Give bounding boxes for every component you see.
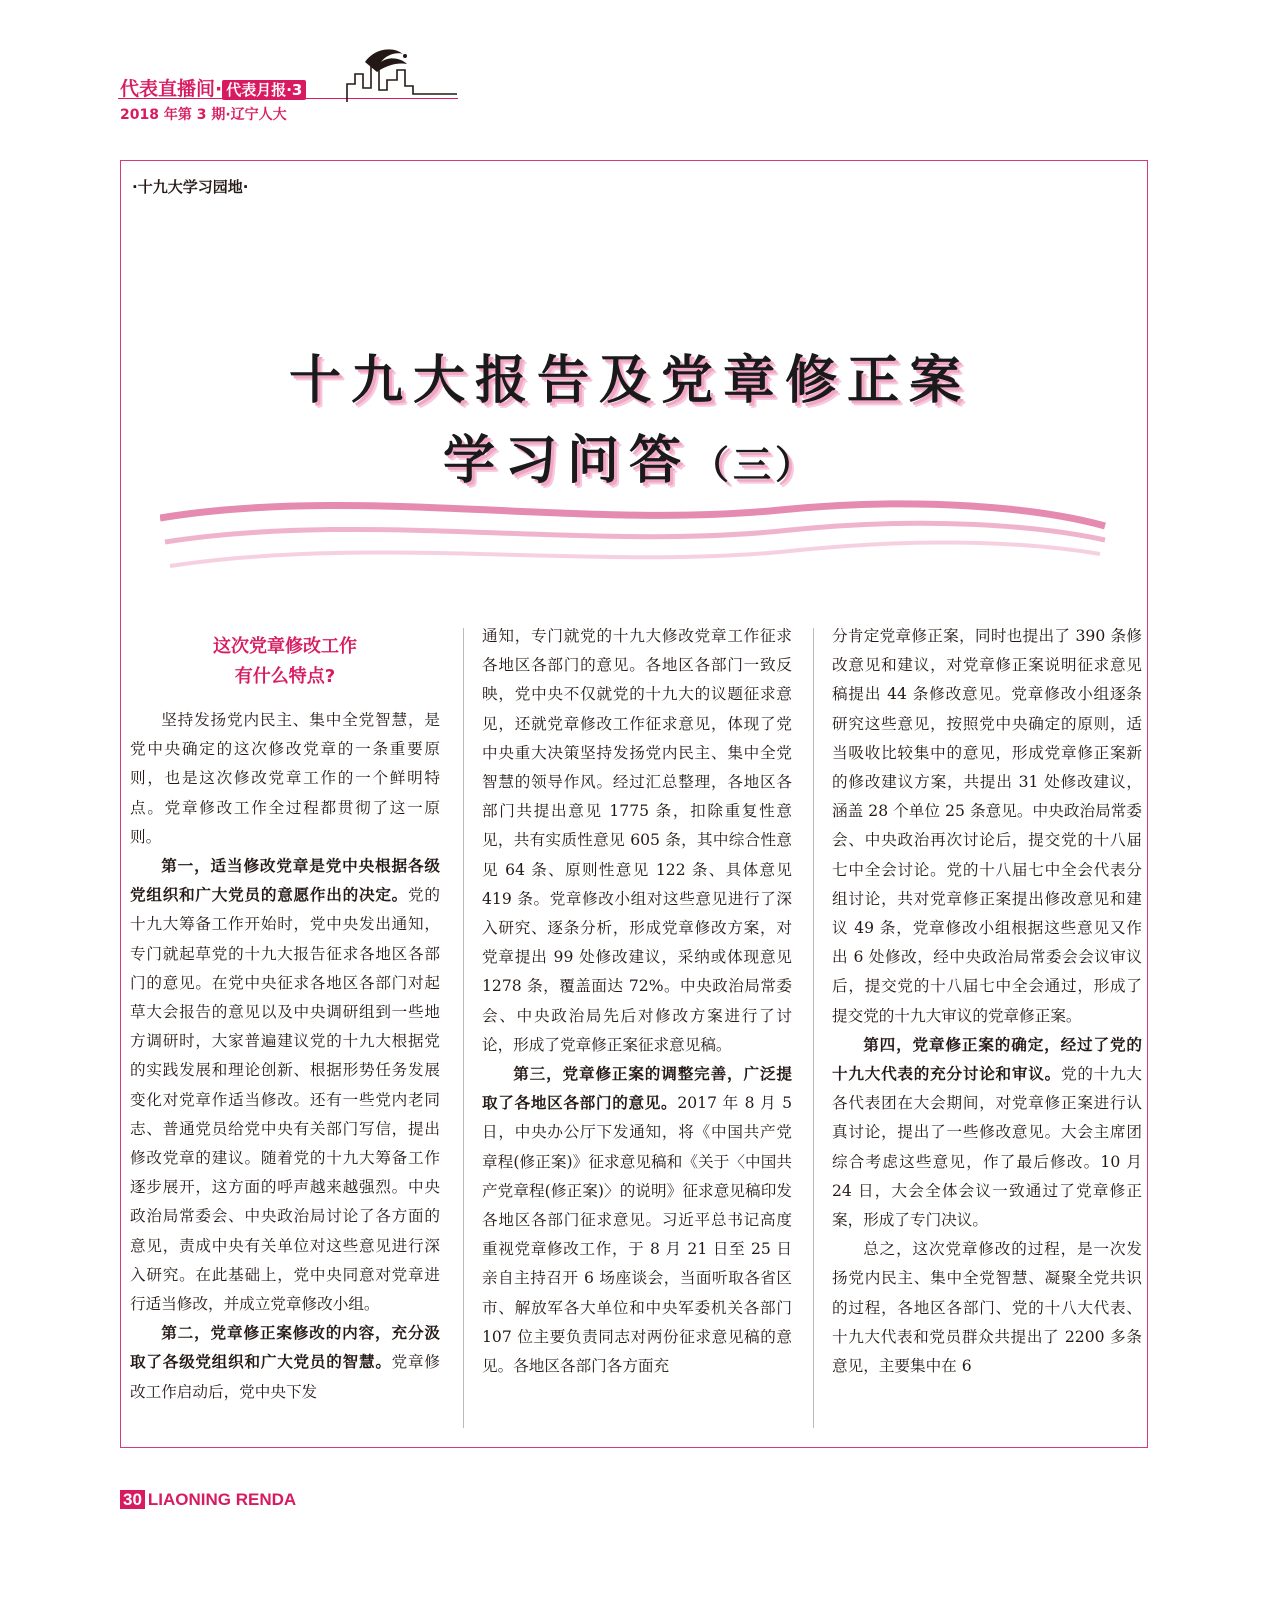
paragraph: 分肯定党章修正案，同时也提出了 390 条修改意见和建议，对党章修正案说明征求意见稿提出 44 条修改意见。党章修改小组逐条研究这些意见，按照党中央确定的原则，适当吸收比较集中的意见，形成党章修正案新的修改建议方案，共提出 31 处修改建议，涵盖 28 个单位 25 条意见。中央政治局常委会、中央政治再次讨论后，提交党的十八届七中全会讨论。党的十八届七中全会代表分组讨论，共对党章修正案提出修改意见和建议 49 条，党章修改小组根据这些意见又作出 6 处修改，经中央政治局常委会会议审议后，提交党的十八届七中全会通过，形成了提交党的十九大审议的党章修正案。 <box>832 627 1142 1025</box>
point-heading: 第一，适当修改党章是党中央根据各级党组织和广大党员的意愿作出的决定。 <box>130 857 440 905</box>
page-footer <box>120 1490 296 1510</box>
skyline-bird-logo <box>345 44 460 106</box>
column-tag: ·十九大学习园地· <box>132 178 249 196</box>
text-column-1 <box>130 622 440 1407</box>
paragraph: 第四，党章修正案的确定，经过了党的十九大代表的充分讨论和审议。党的十九大各代表团在大会期间，对党章修正案进行认真讨论，提出了一些修改意见。大会主席团综合考虑这些意见，作了最后修改。10 月 24 日，大会全体会议一致通过了党章修正案，形成了专门决议。 <box>832 1035 1142 1230</box>
point-heading: 第二，党章修正案修改的内容，充分汲取了各级党组织和广大党员的智慧。 <box>130 1324 440 1372</box>
paragraph: 第三，党章修正案的调整完善，广泛提取了各地区各部门的意见。2017 年 8 月 5 日，中央办公厅下发通知，将《中国共产党章程(修正案)》征求意见稿和《关于〈中国共产党章程(修正案)〉的说明》征求意见稿印发各地区各部门征求意见。习近平总书记高度重视党章修改工作，于 8 月 21 日至 25 日亲自主持召开 6 场座谈会，当面听取各省区市、解放军各大单位和中央军委机关各部门 107 位主要负责同志对两份征求意见稿的意见。各地区各部门各方面充 <box>482 1065 792 1376</box>
text-column-3 <box>832 622 1142 1381</box>
decorative-waves <box>160 490 1110 580</box>
article-title-main: 学习问答 <box>442 430 691 491</box>
header-badge: 代表月报·3 <box>222 80 306 100</box>
question-heading <box>130 632 440 692</box>
column-separator <box>463 628 464 1428</box>
header-section: 代表直播间· 代表月报·3 <box>120 74 306 101</box>
footer-brand: LIAONING RENDA <box>147 1490 297 1509</box>
article-title-line2 <box>150 418 1110 493</box>
text-column-2 <box>482 622 792 1381</box>
article-title-line1: 十九大报告及党章修正案 <box>288 350 971 411</box>
point-heading: 第三，党章修正案的调整完善，广泛提取了各地区各部门的意见。 <box>482 1065 792 1113</box>
question-line2: 有什么特点? <box>234 666 336 687</box>
header-section-title: 代表直播间 <box>120 78 216 100</box>
page-number: 30 <box>120 1490 145 1509</box>
paragraph: 总之，这次党章修改的过程，是一次发扬党内民主、集中全党智慧、凝聚全党共识的过程，各地区各部门、党的十八大代表、十九大代表和党员群众共提出了 2200 多条意见，主要集中在 6 <box>832 1240 1142 1376</box>
paragraph: 通知，专门就党的十九大修改党章工作征求各地区各部门的意见。各地区各部门一致反映，党中央不仅就党的十九大的议题征求意见，还就党章修改工作征求意见，体现了党中央重大决策坚持发扬党内民主、集中全党智慧的领导作风。经过汇总整理，各地区各部门共提出意见 1775 条，扣除重复性意见，共有实质性意见 605 条，其中综合性意见 64 条、原则性意见 122 条、具体意见 419 条。党章修改小组对这些意见进行了深入研究、逐条分析，形成党章修改方案，对党章提出 99 处修改建议，采纳或体现意见 1278 条，覆盖面达 72%。中央政治局常委会、中央政治局先后对修改方案进行了讨论，形成了党章修正案征求意见稿。 <box>482 627 792 1054</box>
paragraph: 第二，党章修正案修改的内容，充分汲取了各级党组织和广大党员的智慧。党章修改工作启动后，党中央下发 <box>130 1324 440 1401</box>
paragraph: 第一，适当修改党章是党中央根据各级党组织和广大党员的意愿作出的决定。党的十九大筹备工作开始时，党中央发出通知，专门就起草党的十九大报告征求各地区各部门的意见。在党中央征求各地区各部门对起草大会报告的意见以及中央调研组到一些地方调研时，大家普遍建议党的十九大根据党的实践发展和理论创新、根据形势任务发展变化对党章作适当修改。还有一些党内老同志、普通党员给党中央有关部门写信，提出修改党章的建议。随着党的十九大筹备工作逐步展开，这方面的呼声越来越强烈。中央政治局常委会、中央政治局讨论了各方面的意见，责成中央有关单位对这些意见进行深入研究。在此基础上，党中央同意对党章进行适当修改，并成立党章修改小组。 <box>130 857 440 1314</box>
column-separator <box>813 628 814 1428</box>
paragraph: 坚持发扬党内民主、集中全党智慧，是党中央确定的这次修改党章的一条重要原则，也是这次修改党章工作的一个鲜明特点。党章修改工作全过程都贯彻了这一原则。 <box>130 711 440 846</box>
article-title-part: （三） <box>691 442 818 487</box>
question-line1: 这次党章修改工作 <box>213 636 357 657</box>
header-issue: 2018 年第 3 期·辽宁人大 <box>120 107 287 123</box>
point-heading: 第四，党章修正案的确定，经过了党的十九大代表的充分讨论和审议。 <box>832 1035 1142 1084</box>
